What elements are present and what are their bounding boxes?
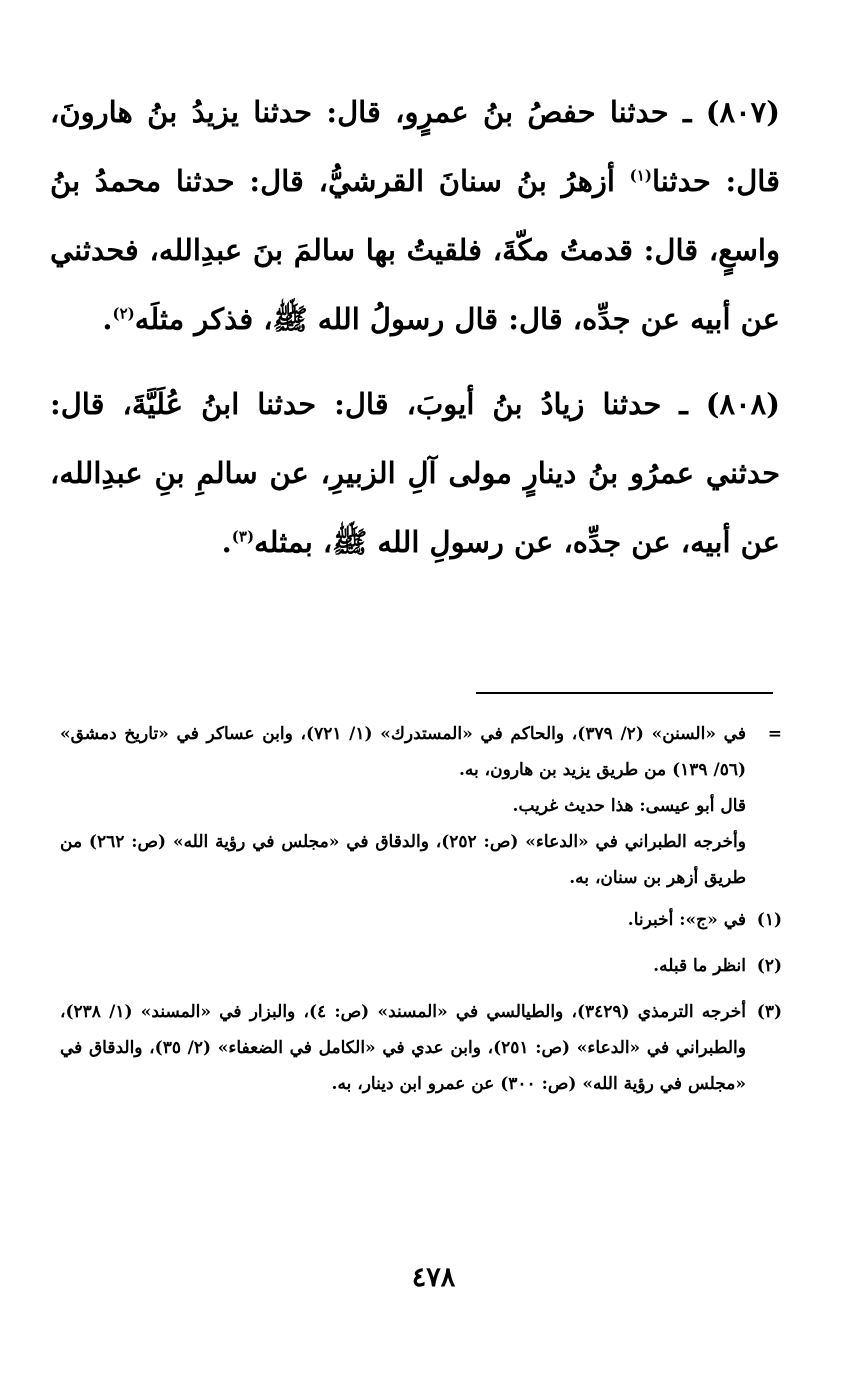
footnotes (60, 716, 782, 1112)
footnote-text: أخرجه الترمذي (٣٤٢٩)، والطيالسي في «المسند» (ص: ٤)، والبزار في «المسند» (١/ ٢٣٨)، والطبراني في «الدعاء» (ص: ٢٥١)، وابن عدي في «الكامل في الضعفاء» (٢/ ٣٥)، والدقاق في «مجلس في رؤية الله» (ص: ٣٠٠) عن عمرو ابن دينار، به. (60, 1002, 746, 1094)
footnote-continuation (60, 716, 782, 896)
footnote-text: في «ج»: أخبرنا. (627, 910, 746, 930)
hadith-number: (٨٠٧) (705, 95, 780, 129)
footnote-mark: (٢) (112, 304, 135, 323)
footnote-mark: (٣) (231, 527, 255, 546)
footnote-1 (60, 902, 782, 938)
hadith-paragraph (50, 370, 780, 577)
hadith-text: أزهرُ بنُ سنانَ القرشيُّ، قال: حدثنا محمدُ بنُ واسعٍ، قال: قدمتُ مكّةَ، فلقيتُ بها سالمَ بنَ عبدِالله، فحدثني عن أبيه عن جدِّه، قال: قال رسولُ الله ﷺ، فذكر مثلَه (50, 164, 780, 336)
hadith-text: ـ حدثنا زيادُ بنُ أيوبَ، قال: حدثنا ابنُ عُلَيَّةَ، قال: حدثني عمرُو بنُ دينارٍ مولى آلِ الزبيرِ، عن سالمِ بنِ عبدِالله، عن أبيه، عن جدِّه، عن رسولِ الله ﷺ، بمثله (50, 387, 780, 559)
hadith-paragraph (50, 78, 780, 354)
footnote-mark: (١) (629, 166, 652, 185)
footnote-body (60, 716, 746, 896)
page-number: ٤٧٨ (411, 1262, 456, 1293)
footnote-marker: (١) (756, 910, 782, 930)
footnote-2 (60, 948, 782, 984)
footnote-marker: (٢) (756, 956, 782, 976)
footnote-text: قال أبو عيسى: هذا حديث غريب. (512, 796, 746, 816)
footnote-3 (60, 994, 782, 1102)
hadith-807 (50, 78, 780, 354)
hadith-number: (٨٠٨) (705, 387, 780, 421)
hadith-text: ـ حدثنا حفصُ بنُ عمرٍو، قال: حدثنا يزيدُ بنُ هارونَ، قال: حدثنا (50, 95, 780, 198)
hadith-808 (50, 370, 780, 577)
footnote-text: انظر ما قبله. (653, 956, 746, 976)
main-text (50, 78, 780, 593)
hadith-text: . (102, 302, 113, 336)
footnote-marker: = (767, 724, 782, 744)
footnote-marker: (٣) (756, 1002, 782, 1022)
footnote-text: في «السنن» (٢/ ٣٧٩)، والحاكم في «المستدرك» (١/ ٧٢١)، وابن عساكر في «تاريخ دمشق» (٥٦/ ١٣٩) من طريق يزيد بن هارون، به. (60, 724, 746, 780)
footnote-divider (476, 692, 773, 694)
footnote-text: وأخرجه الطبراني في «الدعاء» (ص: ٢٥٢)، والدقاق في «مجلس في رؤية الله» (ص: ٢٦٢) من طريق أزهر بن سنان، به. (60, 832, 746, 888)
hadith-text: . (221, 525, 232, 559)
